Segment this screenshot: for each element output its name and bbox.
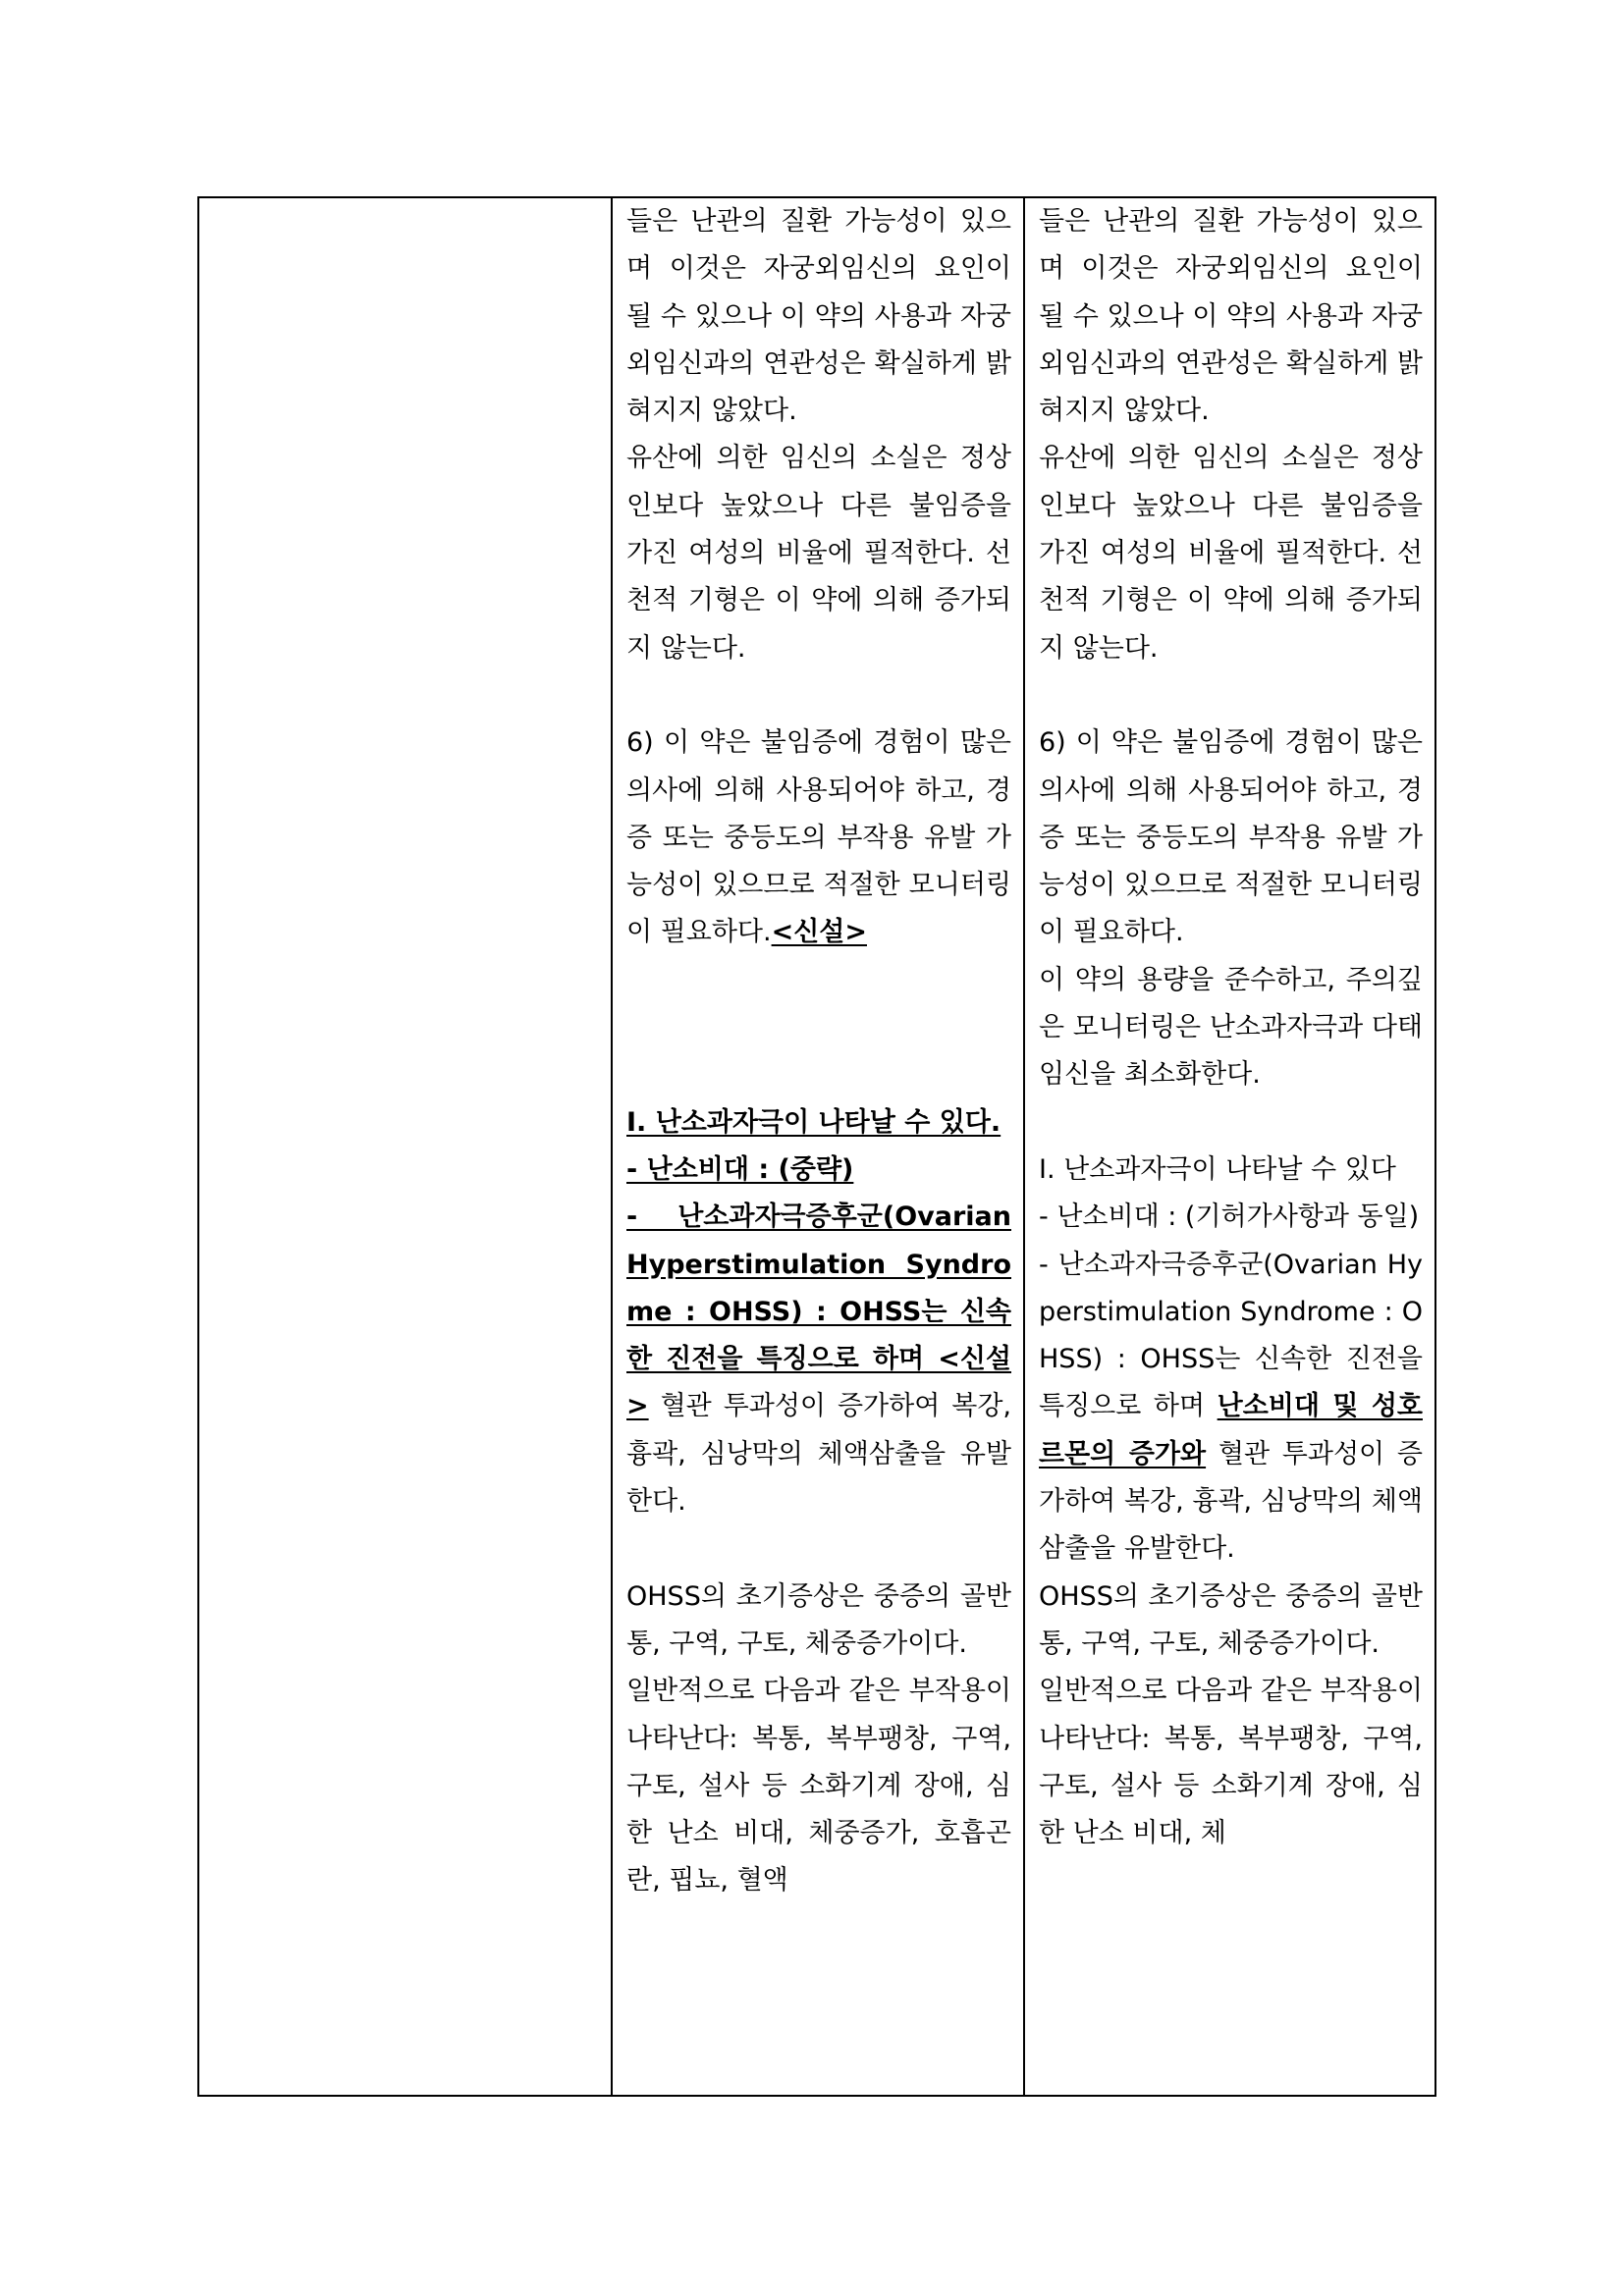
paragraph: OHSS의 초기증상은 중증의 골반통, 구역, 구토, 체중증가이다. xyxy=(626,1580,1011,1659)
paragraph-text: 혈관 투과성이 증가하여 복강, 흉곽, 심낭막의 체액삼출을 유발한다. xyxy=(1039,1438,1423,1565)
section-heading: I. 난소과자극이 나타날 수 있다 xyxy=(1039,1153,1396,1185)
section-heading: I. 난소과자극이 나타날 수 있다. xyxy=(626,1106,1001,1138)
paragraph: 6) 이 약은 불임증에 경험이 많은 의사에 의해 사용되어야 하고, 경증 또는 중등도의 부작용 유발 가능성이 있으므로 적절한 모니터링이 필요하다. xyxy=(1039,727,1423,948)
added-text: 난소비대 및 성호르몬의 증가와 xyxy=(1039,1391,1423,1469)
ohss-heading: - 난소과자극증후군(Ovarian Hyperstimulation Syndrome : OHSS) : OHSS는 신속한 진전을 특징으로 하며 <신설> xyxy=(626,1201,1011,1422)
subsection-heading: - 난소비대 : (중략) xyxy=(626,1153,854,1185)
paragraph-text: - 난소과자극증후군(Ovarian Hyperstimulation Syndrome : OHSS) : OHSS는 신속한 진전을 특징으로 하며 xyxy=(1039,1249,1423,1422)
table-cell-revised xyxy=(1025,198,1435,2095)
paragraph xyxy=(1039,1242,1423,1574)
paragraph xyxy=(626,720,1011,956)
paragraph xyxy=(626,1194,1011,1525)
table-cell-current xyxy=(613,198,1025,2095)
paragraph-text: 혈관 투과성이 증가하여 복강, 흉곽, 심낭막의 체액삼출을 유발한다. xyxy=(626,1391,1011,1518)
spacer xyxy=(626,957,1011,1052)
current-text-block xyxy=(613,198,1023,1905)
spacer xyxy=(626,1051,1011,1098)
paragraph-text: 6) 이 약은 불임증에 경험이 많은 의사에 의해 사용되어야 하고, 경증 또는 중등도의 부작용 유발 가능성이 있으므로 적절한 모니터링이 필요하다. xyxy=(626,727,1011,948)
paragraph: 유산에 의한 임신의 소실은 정상인보다 높았으나 다른 불임증을 가진 여성의 비율에 필적한다. 선천적 기형은 이 약에 의해 증가되지 않는다. xyxy=(1039,443,1423,664)
paragraph: 들은 난관의 질환 가능성이 있으며 이것은 자궁외임신의 요인이 될 수 있으나 이 약의 사용과 자궁외임신과의 연관성은 확실하게 밝혀지지 않았다. xyxy=(626,206,1011,427)
paragraph: OHSS의 초기증상은 중증의 골반통, 구역, 구토, 체중증가이다. xyxy=(1039,1580,1423,1659)
table-cell-left-empty xyxy=(199,198,613,2095)
paragraph: 유산에 의한 임신의 소실은 정상인보다 높았으나 다른 불임증을 가진 여성의 비율에 필적한다. 선천적 기형은 이 약에 의해 증가되지 않는다. xyxy=(626,443,1011,664)
comparison-table xyxy=(197,196,1436,2097)
revised-text-block xyxy=(1025,198,1435,1857)
paragraph: 일반적으로 다음과 같은 부작용이 나타난다: 복통, 복부팽창, 구역, 구토, 설사 등 소화기계 장애, 심한 난소 비대, 체 xyxy=(1039,1676,1423,1849)
spacer xyxy=(1039,1099,1423,1147)
spacer xyxy=(1039,672,1423,720)
paragraph: 이 약의 용량을 준수하고, 주의깊은 모니터링은 난소과자극과 다태임신을 최소화한다. xyxy=(1039,964,1423,1091)
paragraph: 들은 난관의 질환 가능성이 있으며 이것은 자궁외임신의 요인이 될 수 있으나 이 약의 사용과 자궁외임신과의 연관성은 확실하게 밝혀지지 않았다. xyxy=(1039,206,1423,427)
paragraph: 일반적으로 다음과 같은 부작용이 나타난다: 복통, 복부팽창, 구역, 구토, 설사 등 소화기계 장애, 심한 난소 비대, 체중증가, 호흡곤란, 핍뇨, 혈액 xyxy=(626,1676,1011,1896)
spacer xyxy=(626,1525,1011,1573)
spacer xyxy=(626,672,1011,720)
subsection-heading: - 난소비대 : (기허가사항과 동일) xyxy=(1039,1201,1420,1233)
new-mark: <신설> xyxy=(771,917,867,948)
